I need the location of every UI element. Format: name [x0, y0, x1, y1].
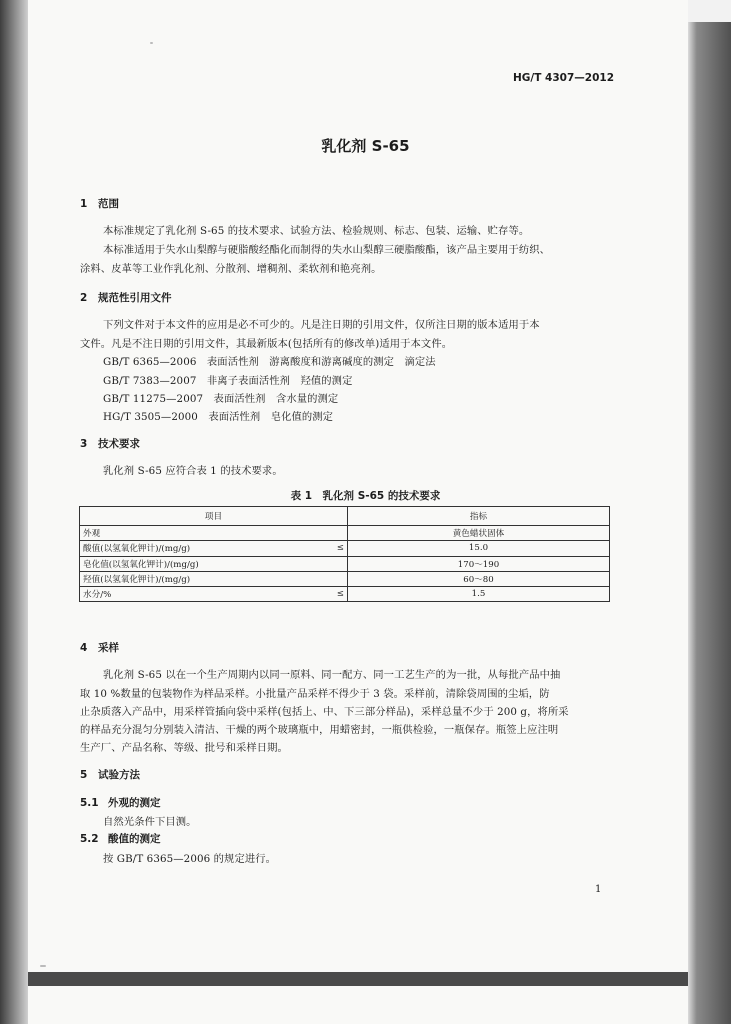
paragraph-line: 乳化剂 S-65 以在一个生产周期内以同一原料、同一配方、同一工艺生产的为一批，从每批产品中抽	[103, 669, 561, 681]
row-item-label: 酸值(以氢氧化钾计)/(mg/g)	[83, 544, 191, 555]
section-number: 1	[80, 198, 88, 210]
reference-item: GB/T 7383—2007 非离子表面活性剂 羟值的测定	[103, 375, 353, 387]
table-caption: 表 1 乳化剂 S-65 的技术要求	[290, 490, 441, 502]
subsection-title: 酸值的测定	[108, 833, 161, 845]
table-row	[80, 571, 610, 586]
subsection-heading-5-2	[80, 831, 161, 846]
table-row	[80, 587, 610, 602]
row-item-cell	[80, 526, 348, 541]
reference-item: GB/T 11275—2007 表面活性剂 含水量的测定	[103, 393, 339, 405]
subsection-title: 外观的测定	[108, 797, 161, 809]
section-heading-1	[80, 196, 119, 211]
subsection-heading-5-1	[80, 795, 161, 810]
table-row	[80, 556, 610, 571]
table-row	[80, 526, 610, 541]
spec-table	[79, 506, 610, 602]
standard-code: HG/T 4307—2012	[513, 72, 615, 84]
row-value: 15.0	[348, 541, 610, 556]
row-value: 黄色蜡状固体	[348, 526, 610, 541]
section-heading-3	[80, 436, 140, 451]
column-header-spec: 指标	[348, 507, 610, 526]
paragraph-line: 本标准适用于失水山梨醇与硬脂酸经酯化而制得的失水山梨醇三硬脂酸酯，该产品主要用于纺织、	[103, 244, 551, 256]
section-number: 2	[80, 292, 88, 304]
paragraph-line: 生产厂、产品名称、等级、批号和采样日期。	[80, 742, 288, 754]
row-item-cell	[80, 556, 348, 571]
document-title: 乳化剂 S-65	[321, 137, 410, 155]
row-item-label: 外观	[83, 529, 101, 540]
table-row	[80, 541, 610, 556]
section-number: 5	[80, 769, 88, 781]
section-number: 4	[80, 642, 88, 654]
row-value: 60～80	[348, 571, 610, 586]
row-item-label: 水分/%	[83, 590, 112, 601]
section-heading-2	[80, 290, 172, 305]
paragraph-line: 下列文件对于本文件的应用是必不可少的。凡是注日期的引用文件，仅所注日期的版本适用于本	[103, 319, 540, 331]
row-value: 170～190	[348, 556, 610, 571]
subsection-number: 5.1	[80, 797, 99, 809]
section-title: 采样	[98, 642, 119, 654]
paragraph-line: 乳化剂 S-65 应符合表 1 的技术要求。	[103, 465, 283, 477]
row-operator: ≤	[336, 543, 344, 554]
row-value: 1.5	[348, 587, 610, 602]
paragraph-line: 的样品充分混匀分别装入清洁、干燥的两个玻璃瓶中，用蜡密封，一瓶供检验，一瓶保存。瓶签上应注明	[80, 724, 559, 736]
scan-smudge	[40, 965, 46, 967]
row-item-label: 羟值(以氢氧化钾计)/(mg/g)	[83, 575, 191, 586]
scan-right-edge-top	[688, 0, 731, 22]
paragraph-line: 涂料、皮革等工业作乳化剂、分散剂、增稠剂、柔软剂和艳亮剂。	[80, 263, 382, 275]
table-header-row	[80, 507, 610, 526]
paragraph-line: 按 GB/T 6365—2006 的规定进行。	[103, 853, 277, 865]
reference-item: HG/T 3505—2000 表面活性剂 皂化值的测定	[103, 411, 334, 423]
section-heading-5	[80, 767, 140, 782]
paragraph-line: 本标准规定了乳化剂 S-65 的技术要求、试验方法、检验规则、标志、包装、运输、贮存等。	[103, 225, 530, 237]
row-item-cell	[80, 541, 348, 556]
reference-item: GB/T 6365—2006 表面活性剂 游离酸度和游离碱度的测定 滴定法	[103, 356, 436, 368]
paragraph-line: 文件。凡是不注日期的引用文件，其最新版本(包括所有的修改单)适用于本文件。	[80, 338, 453, 350]
section-title: 技术要求	[98, 438, 140, 450]
paragraph-line: 止杂质落入产品中，用采样管插向袋中采样(包括上、中、下三部分样品)，采样总量不少于 200 g，将所采	[80, 706, 569, 718]
subsection-number: 5.2	[80, 833, 99, 845]
section-number: 3	[80, 438, 88, 450]
scan-smudge	[150, 42, 153, 44]
paragraph-line: 自然光条件下目测。	[103, 816, 197, 828]
section-title: 范围	[98, 198, 119, 210]
row-item-cell	[80, 587, 348, 602]
row-item-cell	[80, 571, 348, 586]
section-heading-4	[80, 640, 119, 655]
next-document-page	[28, 986, 688, 1024]
section-title: 规范性引用文件	[98, 292, 172, 304]
section-title: 试验方法	[98, 769, 140, 781]
page-number: 1	[595, 884, 602, 895]
row-operator: ≤	[336, 589, 344, 600]
paragraph-line: 取 10 %数量的包装物作为样品采样。小批量产品采样不得少于 3 袋。采样前，清除袋周围的尘垢，防	[80, 688, 550, 700]
row-item-label: 皂化值(以氢氧化钾计)/(mg/g)	[83, 559, 199, 570]
column-header-item: 项目	[80, 507, 348, 526]
